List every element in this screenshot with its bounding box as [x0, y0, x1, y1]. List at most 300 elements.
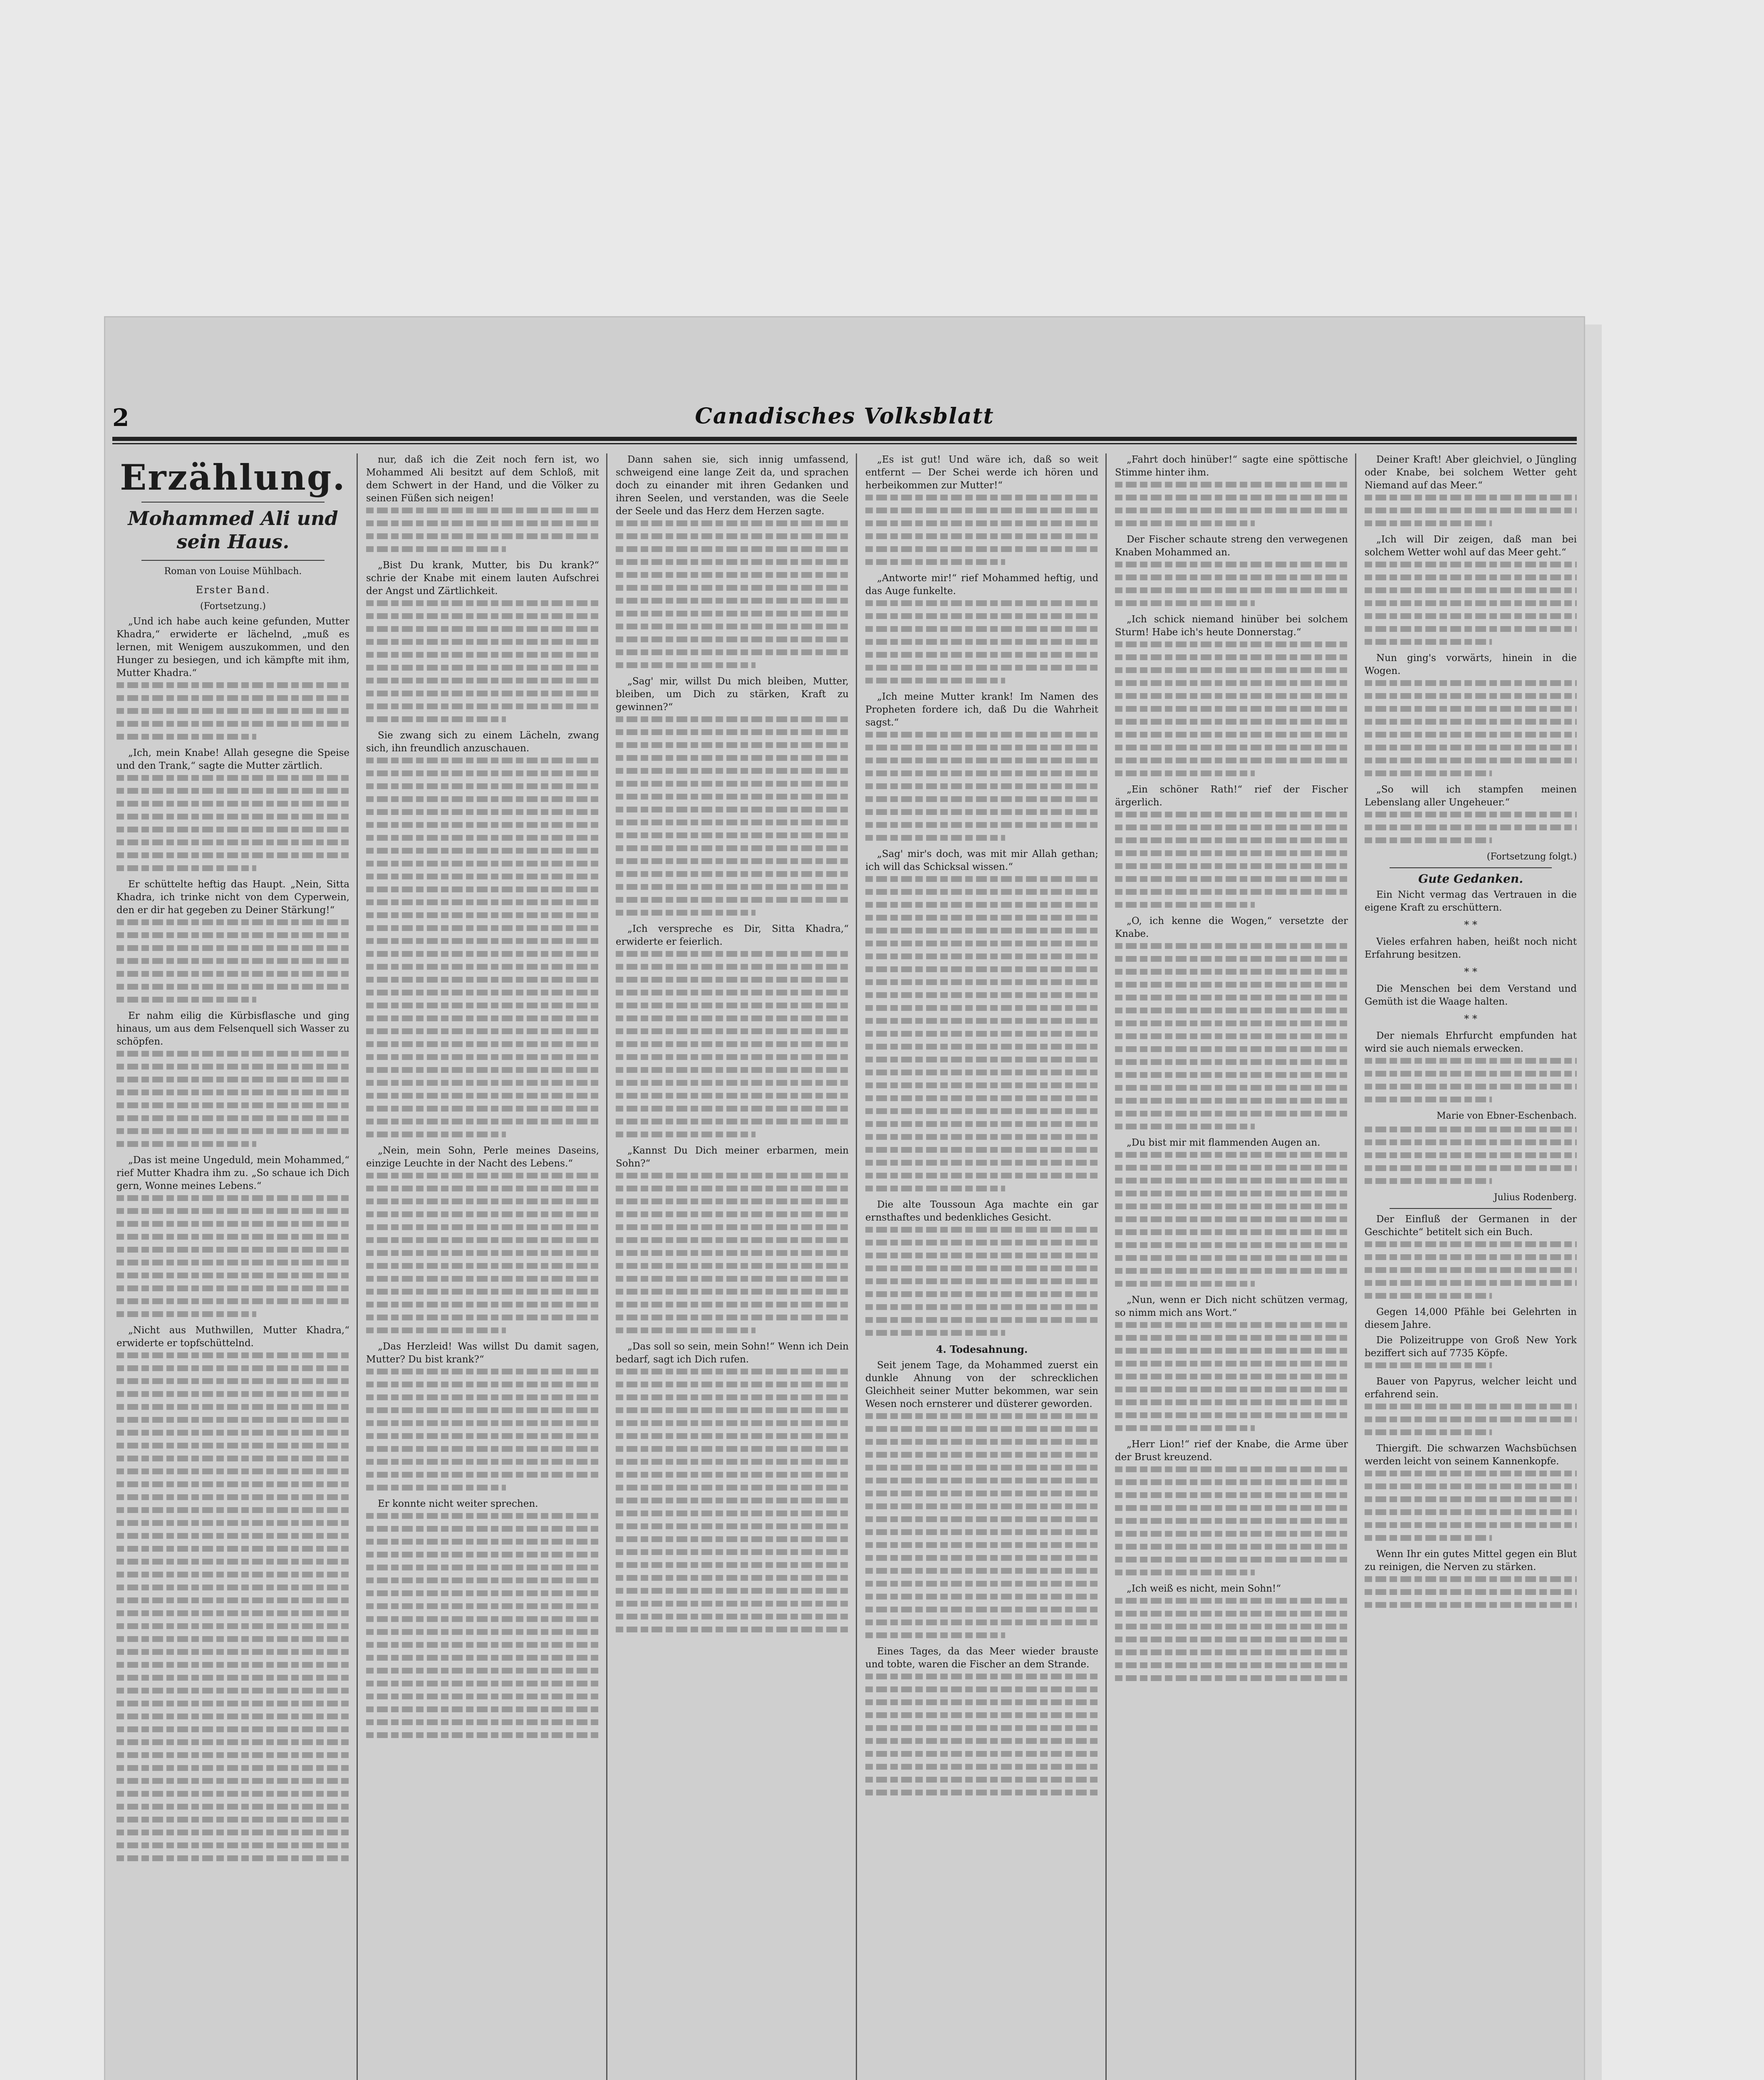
text-line: [116, 682, 349, 688]
text-line: [616, 1173, 849, 1179]
text-line: [366, 1173, 599, 1179]
text-line: [616, 1446, 849, 1452]
text-line: [366, 1472, 599, 1478]
text-line: [865, 770, 1098, 776]
text-line: [366, 613, 599, 619]
text-line: [116, 1804, 349, 1810]
text-line: [366, 678, 599, 683]
page-number: 2: [112, 404, 129, 432]
text-line: [1115, 1216, 1348, 1222]
text-line: [1365, 732, 1577, 738]
text-line: [116, 708, 349, 714]
text-line: [616, 1369, 849, 1374]
text-line: [116, 1404, 349, 1410]
paragraph: „Fahrt doch hinüber!“ sagte eine spöttische Stimme hinter ihm.: [1115, 454, 1348, 478]
text-line: [616, 1119, 849, 1124]
text-line: [865, 1751, 1098, 1757]
text-line: [366, 1394, 599, 1400]
text-line: [366, 1132, 506, 1137]
column-1: [116, 453, 349, 2080]
text-line: [1115, 680, 1348, 686]
text-line: [116, 1417, 349, 1423]
text-line: [1115, 1649, 1348, 1655]
text-line: [116, 1115, 349, 1121]
text-line: [616, 1523, 849, 1529]
text-line: [616, 832, 849, 838]
text-line: [1365, 1280, 1577, 1286]
text-line: [1115, 1165, 1348, 1171]
text-line: [1115, 641, 1348, 647]
text-line: [865, 1253, 1098, 1258]
column-divider: [1105, 453, 1107, 2080]
masthead-rule-thick: [112, 437, 1577, 441]
text-line: [616, 598, 849, 604]
text-line: [616, 1382, 849, 1387]
text-line: [1115, 1124, 1255, 1129]
text-line: [366, 1041, 599, 1047]
text-line: [865, 1594, 1098, 1600]
text-line: [366, 848, 599, 854]
text-line: [865, 1018, 1098, 1024]
paragraph: „Nicht aus Muthwillen, Mutter Khadra,“ erwiderte er topfschüttelnd.: [116, 1325, 349, 1349]
text-line: [1365, 1589, 1577, 1595]
text-line: [865, 613, 1098, 619]
text-line: [616, 572, 849, 578]
text-line: [1365, 693, 1577, 699]
text-line: [366, 1668, 599, 1674]
text-line: [1365, 1471, 1577, 1476]
text-line: [116, 1817, 349, 1822]
paragraph: Nun ging's vorwärts, hinein in die Wogen.: [1365, 653, 1577, 676]
text-line: [1365, 1084, 1577, 1090]
text-line: [865, 915, 1098, 921]
text-line: [616, 1562, 849, 1568]
text-line: [616, 742, 849, 748]
divider: [141, 560, 325, 561]
text-line: [616, 871, 849, 877]
paragraph: Der Fischer schaute streng den verwegenen Knaben Mohammed an.: [1115, 534, 1348, 558]
text-line: [616, 1601, 849, 1607]
text-line: [1115, 1255, 1348, 1261]
paragraph: „Nun, wenn er Dich nicht schützen vermag, so nimm mich ans Wort.“: [1115, 1295, 1348, 1318]
text-line: [865, 1790, 1098, 1795]
text-line: [616, 1250, 849, 1256]
text-line: [1115, 1242, 1348, 1248]
text-line: [616, 1302, 849, 1307]
text-line: [1365, 837, 1492, 843]
text-line: [1115, 825, 1348, 830]
text-line: [116, 1623, 349, 1629]
text-line: [1115, 1374, 1348, 1379]
text-line: [116, 1636, 349, 1642]
text-line: [366, 1198, 599, 1204]
text-line: [116, 1090, 349, 1095]
text-line: [616, 1433, 849, 1439]
text-line: [366, 1642, 599, 1648]
text-line: [865, 1777, 1098, 1783]
column-divider: [606, 453, 607, 2080]
text-line: [366, 1526, 599, 1532]
text-line: [865, 1503, 1098, 1509]
text-line: [366, 886, 599, 892]
text-line: [1115, 863, 1348, 869]
text-line: [366, 1706, 599, 1712]
text-line: [865, 1005, 1098, 1011]
paragraph: „Nein, mein Sohn, Perle meines Daseins, einzige Leuchte in der Nacht des Lebens.“: [366, 1145, 599, 1169]
text-line: [616, 1289, 849, 1295]
text-line: [616, 1327, 756, 1333]
text-line: [616, 1067, 849, 1073]
text-line: [865, 1108, 1098, 1114]
text-line: [1365, 1139, 1577, 1145]
text-line: [116, 1765, 349, 1771]
text-line: [1115, 1281, 1255, 1287]
text-line: [865, 758, 1098, 763]
text-line: [1115, 1675, 1348, 1681]
text-line: [865, 1529, 1098, 1535]
text-line: [366, 665, 599, 671]
text-line: [1115, 812, 1348, 817]
text-line: [865, 1542, 1098, 1548]
text-line: [865, 1160, 1098, 1166]
asterism: * *: [1464, 919, 1477, 931]
text-line: [865, 941, 1098, 946]
text-line: [366, 1015, 599, 1021]
paragraph: „Ich verspreche es Dir, Sitta Khadra,“ erwiderte er feierlich.: [616, 924, 849, 947]
text-line: [116, 1533, 349, 1539]
text-line: [616, 1237, 849, 1243]
text-line: [1115, 1531, 1348, 1537]
text-line: [865, 835, 1005, 841]
text-line: [616, 1536, 849, 1542]
text-line: [1115, 1008, 1348, 1013]
paragraph: Die alte Toussoun Aga machte ein gar ernsthaftes und bedenkliches Gesicht.: [865, 1199, 1098, 1223]
text-line: [1115, 1229, 1348, 1235]
text-line: [865, 1121, 1098, 1127]
text-line: [865, 783, 1098, 789]
text-line: [116, 997, 256, 1003]
text-line: [366, 912, 599, 918]
text-line: [865, 902, 1098, 908]
text-line: [116, 1662, 349, 1668]
text-line: [366, 977, 599, 983]
text-line: [116, 984, 349, 990]
text-line: [366, 703, 599, 709]
text-line: [1115, 1046, 1348, 1052]
paragraph: „Sag' mir, willst Du mich bleiben, Mutter, bleiben, um Dich zu stärken, Kraft zu gewinnen?“: [616, 676, 849, 713]
text-line: [1115, 1624, 1348, 1629]
text-line: [116, 1481, 349, 1487]
text-line: [116, 775, 349, 781]
text-line: [1365, 1071, 1577, 1077]
text-line: [116, 1778, 349, 1784]
text-line: [366, 822, 599, 828]
paragraph: „Kannst Du Dich meiner erbarmen, mein Sohn?“: [616, 1145, 849, 1169]
text-line: [1115, 995, 1348, 1000]
text-line: [116, 1273, 349, 1278]
text-line: [1115, 706, 1348, 712]
text-line: [366, 1106, 599, 1112]
text-line: [1115, 943, 1348, 949]
text-line: [366, 520, 599, 526]
text-line: [116, 1714, 349, 1719]
text-line: [865, 1632, 1005, 1638]
text-line: [1115, 1322, 1348, 1328]
news-item: Der Einfluß der Germanen in der Geschichte“ betitelt sich ein Buch.: [1365, 1214, 1577, 1238]
text-line: [616, 781, 849, 787]
text-line: [616, 1575, 849, 1581]
text-line: [366, 1577, 599, 1583]
news-item: Thiergift. Die schwarzen Wachsbüchsen werden leicht von seinem Kannenkopfe.: [1365, 1443, 1577, 1467]
text-line: [865, 1173, 1098, 1179]
text-line: [616, 636, 849, 642]
text-line: [116, 1739, 349, 1745]
text-line: [116, 1468, 349, 1474]
text-line: [616, 533, 849, 539]
news-item: Wenn Ihr ein gutes Mittel gegen ein Blut zu reinigen, die Nerven zu stärken.: [1365, 1549, 1577, 1572]
text-line: [865, 520, 1098, 526]
text-line: [865, 665, 1098, 671]
text-line: [1365, 600, 1577, 606]
text-line: [865, 1699, 1098, 1705]
text-line: [1115, 508, 1348, 513]
news-item: Die Polizeitruppe von Groß New York beziffert sich auf 7735 Köpfe.: [1365, 1335, 1577, 1359]
text-line: [616, 910, 756, 916]
divider: [141, 502, 325, 503]
text-line: [1115, 1059, 1348, 1065]
byline: Roman von Louise Mühlbach.: [164, 566, 302, 577]
text-line: [865, 1426, 1098, 1432]
text-line: [366, 1003, 599, 1008]
text-line: [1115, 1033, 1348, 1039]
text-line: [1365, 495, 1577, 500]
text-line: [616, 624, 849, 629]
text-line: [865, 992, 1098, 998]
paragraph: „Das soll so sein, mein Sohn!“ Wenn ich Dein bedarf, sagt ich Dich rufen.: [616, 1341, 849, 1365]
text-line: [1365, 1429, 1492, 1435]
text-line: [616, 1186, 849, 1191]
text-line: [1115, 876, 1348, 882]
text-line: [616, 1614, 849, 1619]
text-line: [366, 1603, 599, 1609]
text-line: [865, 1227, 1098, 1233]
text-line: [1115, 758, 1348, 763]
text-line: [616, 807, 849, 812]
text-line: [1115, 1268, 1348, 1274]
text-line: [1115, 1557, 1348, 1562]
text-line: [116, 801, 349, 807]
text-line: [116, 971, 349, 977]
text-line: [1365, 562, 1577, 567]
paragraph: Eines Tages, da das Meer wieder brauste und tobte, waren die Fischer an dem Strande.: [865, 1646, 1098, 1670]
text-line: [616, 768, 849, 774]
aphorism: Der niemals Ehrfurcht empfunden hat wird sie auch niemals erwecken.: [1365, 1030, 1577, 1054]
paragraph: „Ich meine Mutter krank! Im Namen des Propheten fordere ich, daß Du die Wahrheit sagst.“: [865, 691, 1098, 728]
text-line: [116, 1855, 349, 1861]
text-line: [616, 990, 849, 995]
text-line: [366, 874, 599, 879]
text-line: [1115, 1466, 1348, 1472]
text-line: [1365, 1293, 1492, 1299]
text-line: [116, 1352, 349, 1358]
text-line: [116, 1208, 349, 1214]
text-line: [865, 928, 1098, 934]
text-line: [865, 600, 1098, 606]
text-line: [366, 1732, 599, 1738]
text-line: [1115, 969, 1348, 975]
text-line: [865, 1555, 1098, 1561]
text-line: [366, 1263, 599, 1269]
text-line: [116, 1195, 349, 1201]
text-line: [366, 1327, 506, 1333]
text-line: [116, 1585, 349, 1590]
text-line: [116, 1649, 349, 1655]
text-line: [366, 600, 599, 606]
text-line: [116, 827, 349, 832]
text-line: [865, 876, 1098, 882]
text-line: [616, 546, 849, 552]
text-line: [1115, 1335, 1348, 1341]
text-line: [366, 925, 599, 931]
text-line: [116, 788, 349, 794]
text-line: [865, 639, 1098, 645]
text-line: [616, 520, 849, 526]
text-line: [116, 1247, 349, 1253]
text-line: [116, 1546, 349, 1552]
text-line: [116, 932, 349, 938]
text-line: [1365, 1522, 1577, 1528]
asterism: * *: [1464, 966, 1477, 978]
text-line: [616, 1420, 849, 1426]
text-line: [865, 1764, 1098, 1770]
text-line: [616, 1015, 849, 1021]
text-line: [116, 1610, 349, 1616]
text-line: [865, 652, 1098, 658]
text-line: [1115, 837, 1348, 843]
text-line: [865, 546, 1098, 552]
text-line: [616, 1224, 849, 1230]
text-line: [366, 1054, 599, 1060]
text-line: [616, 897, 849, 903]
text-line: [1115, 1425, 1255, 1431]
text-line: [1115, 574, 1348, 580]
text-line: [865, 1330, 1005, 1336]
text-line: [116, 1128, 349, 1134]
text-line: [366, 1459, 599, 1465]
paragraph: Seit jenem Tage, da Mohammed zuerst ein dunkle Ahnung von der schrecklichen Gleichheit seiner Mutter bekommen, war sein Wesen noch ernsterer und düsterer geworden.: [865, 1360, 1098, 1409]
text-line: [865, 1240, 1098, 1246]
text-line: [1365, 706, 1577, 712]
text-line: [1115, 1492, 1348, 1498]
paragraph: „Das ist meine Ungeduld, mein Mohammed,“ rief Mutter Khadra ihm zu. „So schaue ich Dich gern, Wonne meines Lebens.“: [116, 1155, 349, 1191]
text-line: [1115, 956, 1348, 962]
text-line: [616, 1276, 849, 1282]
text-line: [865, 796, 1098, 802]
column-3: [616, 453, 849, 2080]
paragraph: Er nahm eilig die Kürbisflasche und ging hinaus, um aus dem Felsenquell sich Wasser zu schöpfen.: [116, 1010, 349, 1047]
text-line: [116, 1688, 349, 1694]
text-line: [1115, 1085, 1348, 1091]
text-line: [865, 495, 1098, 500]
text-line: [865, 1478, 1098, 1483]
text-line: [366, 639, 599, 645]
text-line: [1115, 1505, 1348, 1511]
text-line: [865, 1738, 1098, 1744]
text-line: [616, 662, 756, 668]
text-line: [616, 611, 849, 617]
continuation-note: (Fortsetzung.): [200, 601, 266, 612]
text-line: [1115, 902, 1255, 908]
text-line: [1115, 654, 1348, 660]
text-line: [865, 822, 1098, 828]
text-line: [1115, 745, 1348, 750]
aphorism: Die Menschen bei dem Verstand und Gemüth ist die Waage halten.: [1365, 983, 1577, 1007]
text-line: [366, 1237, 599, 1243]
column-2: [366, 453, 599, 2080]
text-line: [865, 508, 1098, 513]
text-line: [1365, 1404, 1577, 1409]
text-line: [1115, 562, 1348, 567]
text-line: [116, 1842, 349, 1848]
text-line: [865, 1304, 1098, 1310]
paragraph: „Antworte mir!“ rief Mohammed heftig, und das Auge funkelte.: [865, 573, 1098, 597]
text-line: [366, 990, 599, 995]
text-line: [1115, 1152, 1348, 1158]
text-line: [1365, 1496, 1577, 1502]
text-line: [116, 958, 349, 964]
text-line: [116, 1494, 349, 1500]
text-line: [366, 1382, 599, 1387]
text-line: [366, 1093, 599, 1099]
author-signature: Marie von Ebner-Eschenbach.: [1436, 1111, 1577, 1121]
text-line: [366, 1446, 599, 1452]
text-line: [366, 1119, 599, 1124]
text-line: [1365, 1483, 1577, 1489]
column-5: [1115, 453, 1348, 2080]
text-line: [1115, 850, 1348, 856]
text-line: [865, 626, 1098, 632]
text-line: [366, 796, 599, 802]
text-line: [366, 1067, 599, 1073]
text-line: [1115, 1544, 1348, 1550]
text-line: [865, 1725, 1098, 1731]
column-divider: [357, 453, 358, 2080]
text-line: [366, 1276, 599, 1282]
text-line: [865, 1278, 1098, 1284]
text-line: [116, 814, 349, 820]
text-line: [1365, 770, 1492, 776]
text-line: [366, 835, 599, 841]
text-line: [616, 585, 849, 591]
text-line: [616, 951, 849, 957]
text-line: [865, 1491, 1098, 1496]
text-line: [1365, 1178, 1492, 1184]
text-line: [865, 1134, 1098, 1140]
text-line: [1365, 1127, 1577, 1132]
text-line: [865, 559, 1005, 565]
text-line: [1115, 1348, 1348, 1354]
text-line: [616, 1003, 849, 1008]
column-6: [1365, 453, 1577, 2080]
text-line: [1115, 1111, 1348, 1117]
newspaper-title: Canadisches Volksblatt: [695, 404, 994, 429]
text-line: [616, 1407, 849, 1413]
text-line: [366, 626, 599, 632]
text-line: [1365, 587, 1577, 593]
text-line: [616, 1041, 849, 1047]
continuation-note: (Fortsetzung folgt.): [1487, 852, 1577, 862]
text-line: [1115, 1637, 1348, 1642]
